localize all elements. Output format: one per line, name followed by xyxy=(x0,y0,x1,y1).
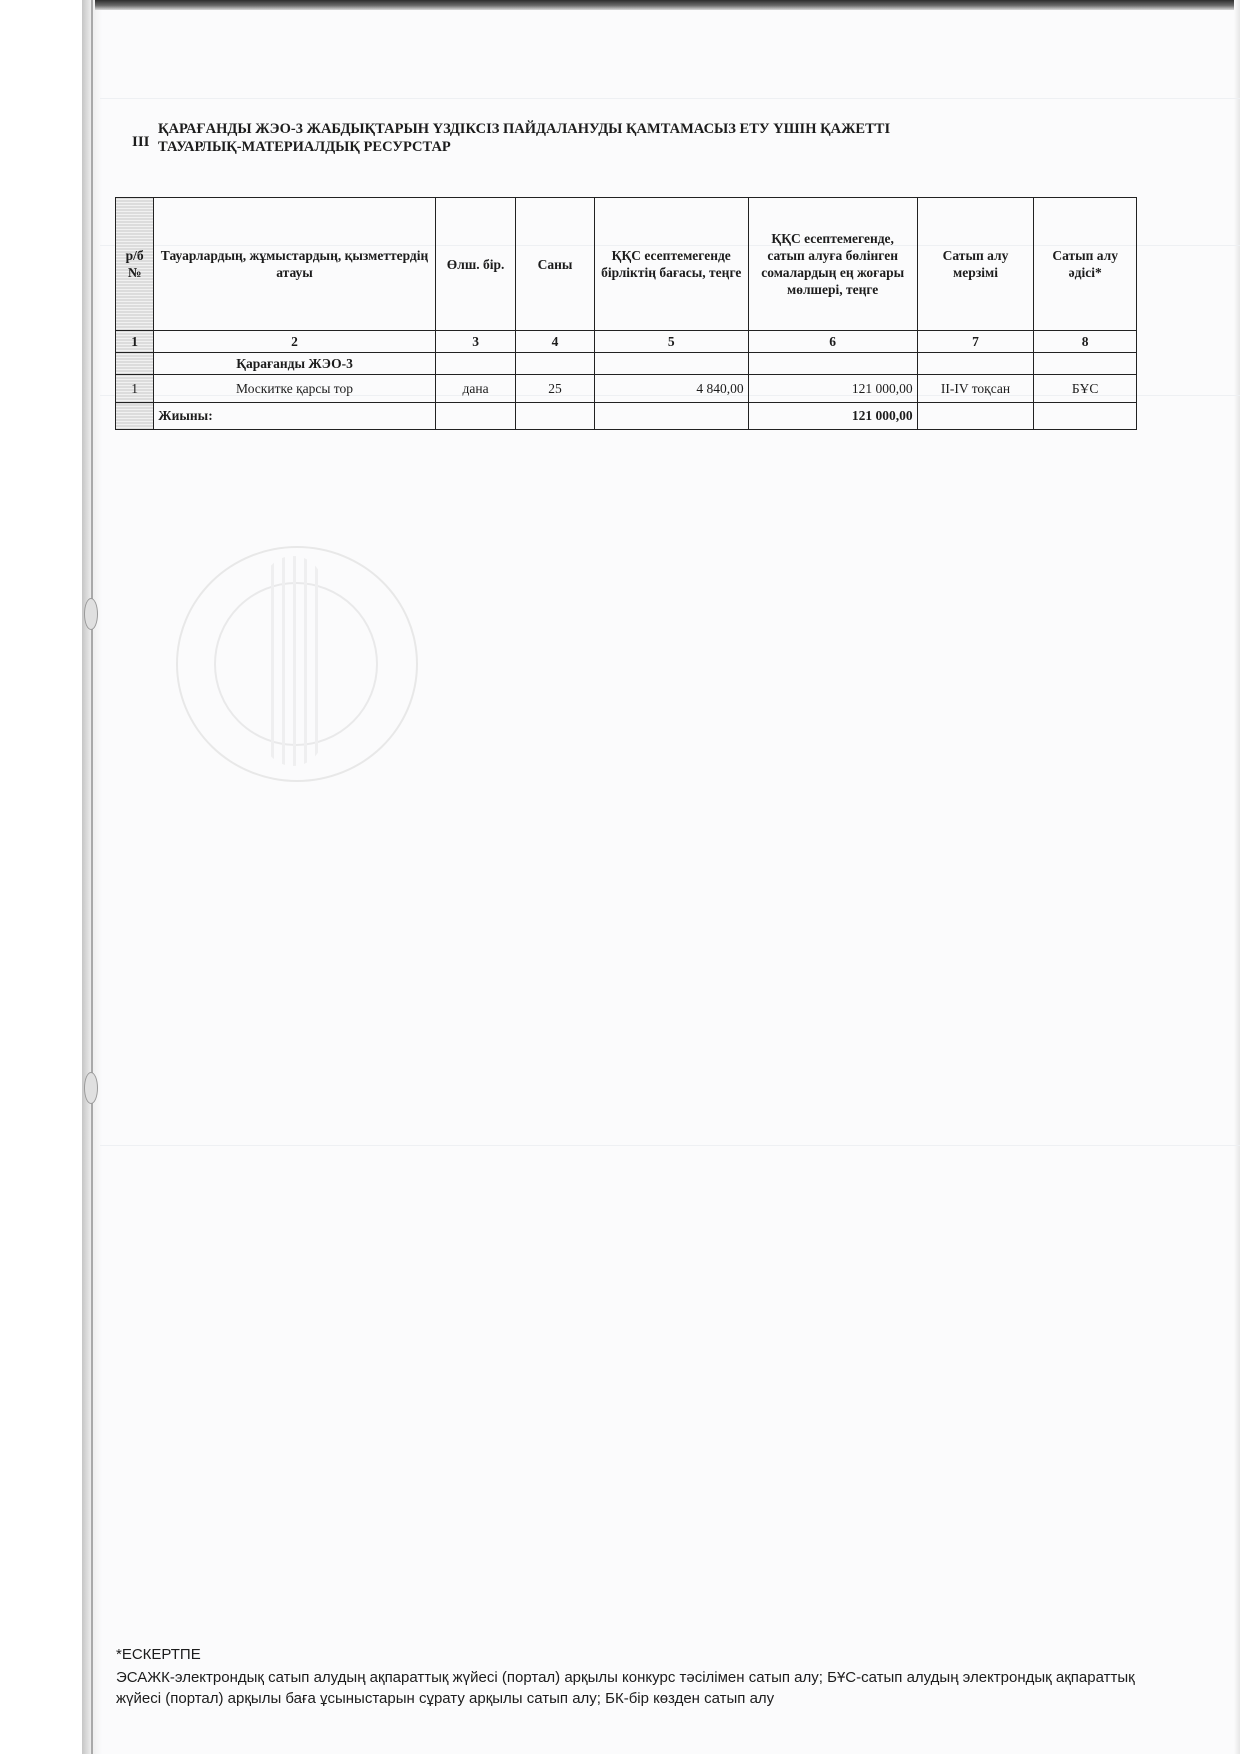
total-number-cell xyxy=(116,403,154,430)
resources-table xyxy=(115,197,1137,430)
item-quantity: 25 xyxy=(516,375,594,403)
column-number-row xyxy=(116,331,1137,353)
header-cell-unit-price: ҚҚС есептемегенде бірліктің бағасы, теңге xyxy=(594,198,748,331)
row-number: 1 xyxy=(116,375,154,403)
binder-clip-icon xyxy=(84,1072,98,1104)
faded-stamp-seal xyxy=(176,546,418,782)
column-number: 6 xyxy=(748,331,917,353)
stamp-text-marks xyxy=(263,556,323,766)
column-number: 3 xyxy=(435,331,515,353)
table-header-row xyxy=(116,198,1137,331)
group-row xyxy=(116,353,1137,375)
item-unit: дана xyxy=(435,375,515,403)
title-line: ҚАРАҒАНДЫ ЖЭО-3 ЖАБДЫҚТАРЫН ҮЗДІКСІЗ ПАЙДАЛАНУДЫ ҚАМТАМАСЫЗ ЕТУ ҮШІН ҚАЖЕТТІ xyxy=(158,121,891,137)
empty-cell xyxy=(917,353,1034,375)
item-unit-price: 4 840,00 xyxy=(594,375,748,403)
header-cell-number: р/б № xyxy=(116,198,154,331)
empty-cell xyxy=(516,353,594,375)
empty-cell xyxy=(594,353,748,375)
footnote xyxy=(116,1644,1136,1709)
empty-cell xyxy=(594,403,748,430)
group-name: Қарағанды ЖЭО-3 xyxy=(154,353,436,375)
empty-cell xyxy=(748,353,917,375)
empty-cell xyxy=(1034,403,1137,430)
scan-right-edge xyxy=(1234,0,1240,1754)
empty-cell xyxy=(917,403,1034,430)
footnote-text: ЭСАЖК-электрондық сатып алудың ақпараттық жүйесі (портал) арқылы конкурс тәсілімен сатып алу; БҰС-сатып алудың электрондық ақпараттық жүйесі (портал) арқылы баға ұсыныстарын сұрату арқылы сатып алу; БК-бір көзден сатып алу xyxy=(116,1669,1135,1707)
page-title xyxy=(158,120,958,156)
total-amount: 121 000,00 xyxy=(748,403,917,430)
empty-cell xyxy=(435,353,515,375)
title-line: ТАУАРЛЫҚ-МАТЕРИАЛДЫҚ РЕСУРСТАР xyxy=(158,139,451,155)
column-number: 4 xyxy=(516,331,594,353)
header-cell-max-amount: ҚҚС есептемегенде, сатып алуға бөлінген сомалардың ең жоғары мөлшері, теңге xyxy=(748,198,917,331)
total-row xyxy=(116,403,1137,430)
column-number: 2 xyxy=(154,331,436,353)
binder-clip-icon xyxy=(84,598,98,630)
item-method: БҰС xyxy=(1034,375,1137,403)
faint-ruling xyxy=(100,1145,1240,1146)
footnote-heading: *ЕСКЕРТПЕ xyxy=(116,1646,201,1663)
binding-edge xyxy=(91,0,93,1754)
header-cell-unit: Өлш. бір. xyxy=(435,198,515,331)
column-number: 5 xyxy=(594,331,748,353)
item-name: Москитке қарсы тор xyxy=(154,375,436,403)
column-number: 7 xyxy=(917,331,1034,353)
header-cell-name: Тауарлардың, жұмыстардың, қызметтердің атауы xyxy=(154,198,436,331)
header-cell-quantity: Саны xyxy=(516,198,594,331)
header-cell-period: Сатып алу мерзімі xyxy=(917,198,1034,331)
column-number: 1 xyxy=(116,331,154,353)
item-period: ІІ-ІV тоқсан xyxy=(917,375,1034,403)
empty-cell xyxy=(435,403,515,430)
section-number: ІІІ xyxy=(132,134,150,150)
scan-top-edge xyxy=(95,0,1240,10)
group-number-cell xyxy=(116,353,154,375)
empty-cell xyxy=(516,403,594,430)
header-cell-method: Сатып алу әдісі* xyxy=(1034,198,1137,331)
item-amount: 121 000,00 xyxy=(748,375,917,403)
faint-ruling xyxy=(100,98,1240,99)
column-number: 8 xyxy=(1034,331,1137,353)
table-row xyxy=(116,375,1137,403)
total-label: Жиыны: xyxy=(154,403,436,430)
empty-cell xyxy=(1034,353,1137,375)
page-left-margin xyxy=(0,0,82,1754)
